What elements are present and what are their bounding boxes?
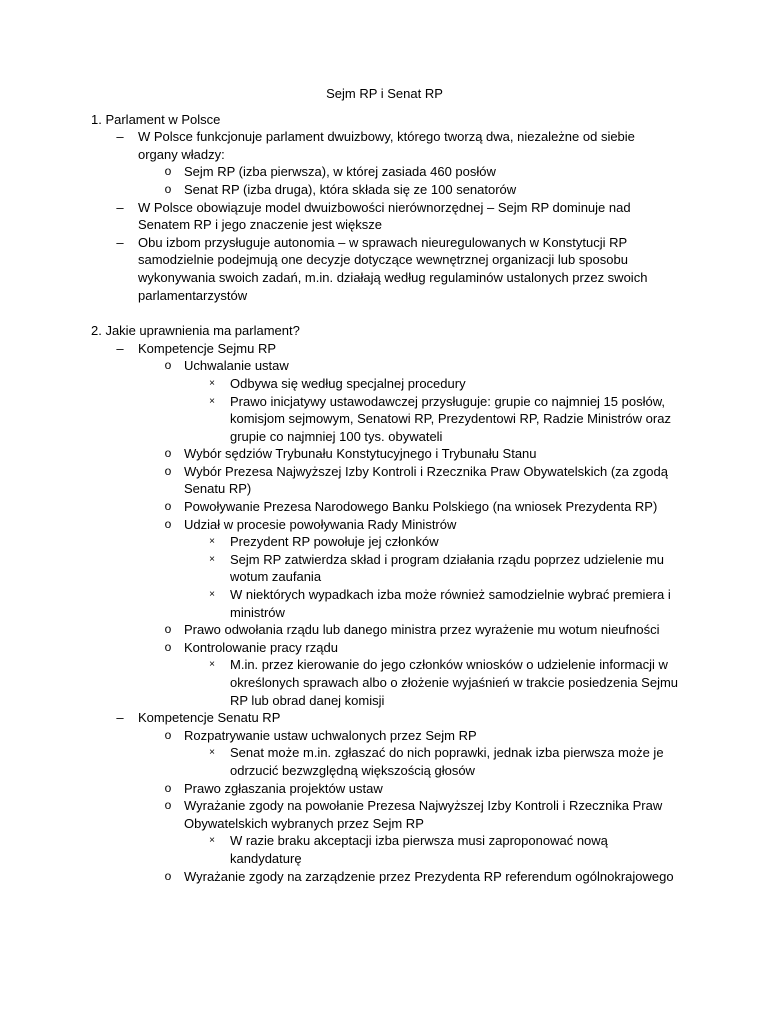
list-item-text: Senat RP (izba druga), która składa się ze 100 senatorów <box>184 181 517 197</box>
section-2 <box>91 322 678 885</box>
list-item-text: Wyrażanie zgody na zarządzenie przez Prezydenta RP referendum ogólnokrajowego <box>184 868 674 884</box>
cross-bullet: × <box>209 395 215 407</box>
dash-bullet: – <box>116 199 124 215</box>
cross-bullet: × <box>209 747 215 759</box>
list-item <box>91 516 678 534</box>
list-item <box>91 234 678 304</box>
circle-bullet: o <box>164 639 172 654</box>
list-item-text: Odbywa się według specjalnej procedury <box>230 375 466 391</box>
list-item-text: Wyrażanie zgody na powołanie Prezesa Najwyższej Izby Kontroli i Rzecznika Praw Obywatelskich wybranych przez Sejm RP <box>184 798 663 831</box>
list-item-text: Obu izbom przysługuje autonomia – w sprawach nieuregulowanych w Konstytucji RP samodzielnie podejmują one decyzje dotyczące wewnętrznej organizacji lub sposobu wykonywania swoich zadań, m.in. działają według regulaminów ustalonych przez swoich parlamentarzystów <box>138 234 648 303</box>
list-item <box>91 199 678 234</box>
list-item-text: Prezydent RP powołuje jej członków <box>230 534 439 550</box>
circle-bullet: o <box>164 622 172 637</box>
list-item <box>91 832 678 867</box>
document-title: Sejm RP i Senat RP <box>326 86 443 101</box>
list-item <box>91 744 678 779</box>
list-item-text: Kompetencje Sejmu RP <box>138 340 277 356</box>
list-item <box>91 128 678 163</box>
document-outline <box>91 111 678 886</box>
dash-bullet: – <box>116 234 124 250</box>
list-item <box>91 780 678 798</box>
list-item-text: Prawo zgłaszania projektów ustaw <box>184 780 383 796</box>
list-item-text: Powoływanie Prezesa Narodowego Banku Polskiego (na wniosek Prezydenta RP) <box>184 499 658 515</box>
circle-bullet: o <box>164 798 172 813</box>
dash-bullet: – <box>116 129 124 145</box>
list-item-text: Prawo odwołania rządu lub danego ministra przez wyrażenie mu wotum nieufności <box>184 622 660 638</box>
cross-bullet: × <box>209 377 215 389</box>
list-item <box>91 463 678 498</box>
circle-bullet: o <box>164 727 172 742</box>
list-item <box>91 656 678 709</box>
circle-bullet: o <box>164 516 172 531</box>
list-item-text: Senat może m.in. zgłaszać do nich poprawki, jednak izba pierwsza może je odrzucić bezwzględną większością głosów <box>230 745 664 778</box>
list-item <box>91 181 678 199</box>
list-item-text: Sejm RP zatwierdza skład i program działania rządu poprzez udzielenie mu wotum zaufania <box>230 551 665 585</box>
circle-bullet: o <box>164 780 172 795</box>
list-item-text: Wybór Prezesa Najwyższej Izby Kontroli i Rzecznika Praw Obywatelskich (za zgodą Senatu RP) <box>184 463 668 497</box>
list-item <box>91 340 678 358</box>
circle-bullet: o <box>164 358 172 373</box>
list-item <box>91 533 678 551</box>
list-item <box>91 498 678 516</box>
list-item <box>91 393 678 446</box>
bullet-list-level-1 <box>91 128 678 304</box>
bullet-list-level-1 <box>91 340 678 885</box>
list-item <box>91 445 678 463</box>
section-heading: 1. Parlament w Polsce <box>91 111 221 127</box>
list-item <box>91 621 678 639</box>
list-item <box>91 727 678 745</box>
list-item-text: Rozpatrywanie ustaw uchwalonych przez Sejm RP <box>184 727 477 743</box>
cross-bullet: × <box>209 835 215 847</box>
circle-bullet: o <box>164 868 172 883</box>
list-item <box>91 357 678 375</box>
list-item-text: Wybór sędziów Trybunału Konstytucyjnego i Trybunału Stanu <box>184 446 537 462</box>
list-item-text: Prawo inicjatywy ustawodawczej przysługuje: grupie co najmniej 15 posłów, komisjom sejmowym, Senatowi RP, Prezydentowi RP, Radzie Ministrów oraz grupie co najmniej 100 tys. obywateli <box>230 393 671 444</box>
dash-bullet: – <box>116 710 124 726</box>
section-1 <box>91 111 678 305</box>
list-item-text: Udział w procesie powoływania Rady Ministrów <box>184 516 457 532</box>
list-item <box>91 797 678 832</box>
circle-bullet: o <box>164 446 172 461</box>
list-item-text: Kompetencje Senatu RP <box>138 710 281 726</box>
cross-bullet: × <box>209 536 215 548</box>
cross-bullet: × <box>209 659 215 671</box>
list-item <box>91 586 678 621</box>
list-item-text: W niektórych wypadkach izba może również samodzielnie wybrać premiera i ministrów <box>230 587 671 620</box>
list-item <box>91 375 678 393</box>
circle-bullet: o <box>164 181 172 196</box>
list-item-text: M.in. przez kierowanie do jego członków wniosków o udzielenie informacji w określonych sprawach albo o złożenie wyjaśnień w trakcie posiedzenia Sejmu RP lub obrad danej komisji <box>230 657 679 708</box>
list-item <box>91 868 678 886</box>
circle-bullet: o <box>164 499 172 514</box>
circle-bullet: o <box>164 463 172 478</box>
list-item <box>91 551 678 586</box>
list-item <box>91 163 678 181</box>
list-item <box>91 639 678 657</box>
list-item-text: Uchwalanie ustaw <box>184 358 289 374</box>
dash-bullet: – <box>116 340 124 356</box>
cross-bullet: × <box>209 589 215 601</box>
list-item-text: W Polsce funkcjonuje parlament dwuizbowy, którego tworzą dwa, niezależne od siebie organy władzy: <box>138 129 635 162</box>
list-item-text: W Polsce obowiązuje model dwuizbowości nierównorzędnej – Sejm RP dominuje nad Senatem RP i jego znaczenie jest większe <box>138 199 631 233</box>
list-item-text: Kontrolowanie pracy rządu <box>184 639 338 655</box>
cross-bullet: × <box>209 553 215 565</box>
list-item-text: W razie braku akceptacji izba pierwsza musi zaproponować nową kandydaturę <box>230 833 608 866</box>
list-item <box>91 709 678 727</box>
section-heading: 2. Jakie uprawnienia ma parlament? <box>91 323 300 339</box>
list-item-text: Sejm RP (izba pierwsza), w której zasiada 460 posłów <box>184 164 496 180</box>
circle-bullet: o <box>164 164 172 179</box>
